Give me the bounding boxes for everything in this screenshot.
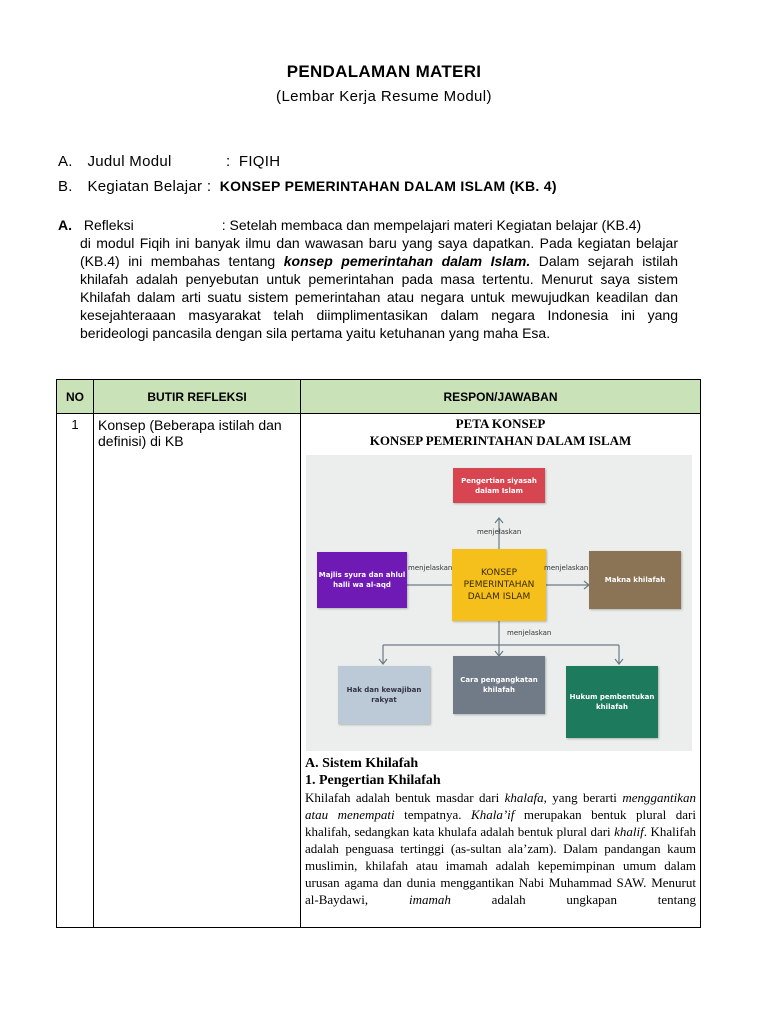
- meta-b-label: Kegiatan Belajar: [87, 178, 203, 195]
- row-butir: Konsep (Beberapa istilah dan definisi) di KB: [94, 414, 301, 928]
- para-italic-2: menggantikan atau menempati: [305, 790, 696, 822]
- peta-konsep-title: PETA KONSEP: [455, 416, 546, 431]
- concept-label-bottom: menjelaskan: [507, 629, 552, 637]
- section-1-heading: 1. Pengertian Khilafah: [305, 773, 441, 788]
- reflection-table: [56, 379, 701, 928]
- reflection-text-2: Dalam sejarah istilah khilafah adalah penyebutan untuk pemerintahan pada masa tertentu. Menurut saya sistem Khilafah dalam arti suatu sistem pemerintahan atau negara untuk mewujudkan keadilan dan kesejahteraaan masyarakat telah diimplimentasikan dalam negara Indonesia ini yang berideologi pancasila dengan sila pertama yaitu ketuhanan yang maha Esa.: [80, 253, 678, 341]
- header-butir: BUTIR REFLEKSI: [94, 380, 301, 414]
- meta-a-label: Judul Modul: [87, 153, 172, 170]
- concept-bottom-right-box: Hukum pembentukan khilafah: [566, 666, 658, 738]
- concept-right-box: Makna khilafah: [589, 551, 681, 609]
- peta-konsep-subtitle: KONSEP PEMERINTAHAN DALAM ISLAM: [369, 433, 632, 448]
- section-a-heading: A. Sistem Khilafah: [305, 756, 419, 771]
- khilafah-paragraph: [301, 789, 700, 908]
- concept-label-top: menjelaskan: [477, 528, 522, 536]
- para-text-1: Khilafah adalah bentuk masdar dari: [305, 790, 505, 805]
- table-row: [57, 414, 701, 928]
- para-text-2: , yang berarti: [543, 790, 623, 805]
- para-italic-5: imamah: [408, 892, 451, 907]
- header-no: NO: [57, 380, 94, 414]
- para-italic-4: khalif: [614, 824, 644, 839]
- para-text-5: . Khalifah adalah penguasa tertinggi (as-sultan ala’zam). Dalam pandangan kaum muslimin, khilafah atau imamah adalah kepemimpinan umum dalam urusan agama dan dunia menggantikan Nabi Muhammad SAW. Menurut al-Baydawi,: [305, 824, 696, 907]
- reflection-emphasis: konsep pemerintahan dalam Islam.: [283, 253, 531, 269]
- reflection-body: [80, 234, 678, 342]
- concept-center-box: KONSEP PEMERINTAHAN DALAM ISLAM: [452, 549, 546, 621]
- para-text-6: adalah ungkapan tentang: [450, 892, 697, 907]
- concept-bottom-mid-box: Cara pengangkatan khilafah: [453, 656, 545, 714]
- meta-judul-modul: [58, 153, 280, 170]
- reflection-label: Refleksi: [83, 217, 134, 233]
- document-subtitle: (Lembar Kerja Resume Modul): [276, 88, 492, 105]
- para-italic-3: Khala’if: [471, 807, 515, 822]
- concept-left-box: Majlis syura dan ahlul halli wa al-aqd: [317, 552, 407, 608]
- para-text-3: tempatnya.: [394, 807, 472, 822]
- reflection-letter: A.: [58, 217, 72, 233]
- concept-label-left: menjelaskan: [408, 564, 453, 572]
- concept-map: [306, 455, 692, 751]
- meta-a-value: FIQIH: [238, 153, 281, 170]
- row-respon: [301, 414, 701, 928]
- meta-a-letter: A.: [58, 153, 73, 170]
- meta-b-letter: B.: [58, 178, 73, 195]
- document-title: PENDALAMAN MATERI: [286, 62, 482, 81]
- concept-bottom-left-box: Hak dan kewajiban rakyat: [338, 666, 430, 724]
- meta-kegiatan-belajar: [58, 178, 557, 195]
- para-text-4: merupakan bentuk plural dari khalifah, sedangkan kata khulafa adalah bentuk plural dari: [305, 807, 696, 839]
- concept-label-right: menjelaskan: [544, 564, 589, 572]
- table-header-row: [57, 380, 701, 414]
- meta-b-separator: :: [206, 178, 212, 195]
- meta-a-separator: :: [225, 153, 231, 170]
- para-italic-1: khalafa: [504, 790, 544, 805]
- header-respon: RESPON/JAWABAN: [301, 380, 701, 414]
- reflection-lead: : Setelah membaca dan mempelajari materi Kegiatan belajar (KB.4): [221, 217, 642, 233]
- concept-top-box: Pengertian siyasah dalam Islam: [453, 468, 545, 503]
- reflection-header: [58, 216, 678, 234]
- row-no: 1: [57, 414, 94, 928]
- meta-b-value: KONSEP PEMERINTAHAN DALAM ISLAM (KB. 4): [219, 178, 557, 194]
- reflection-text-1: di modul Fiqih ini banyak ilmu dan wawasan baru yang saya dapatkan. Pada kegiatan belajar (KB.4) ini membahas tentang: [80, 235, 678, 269]
